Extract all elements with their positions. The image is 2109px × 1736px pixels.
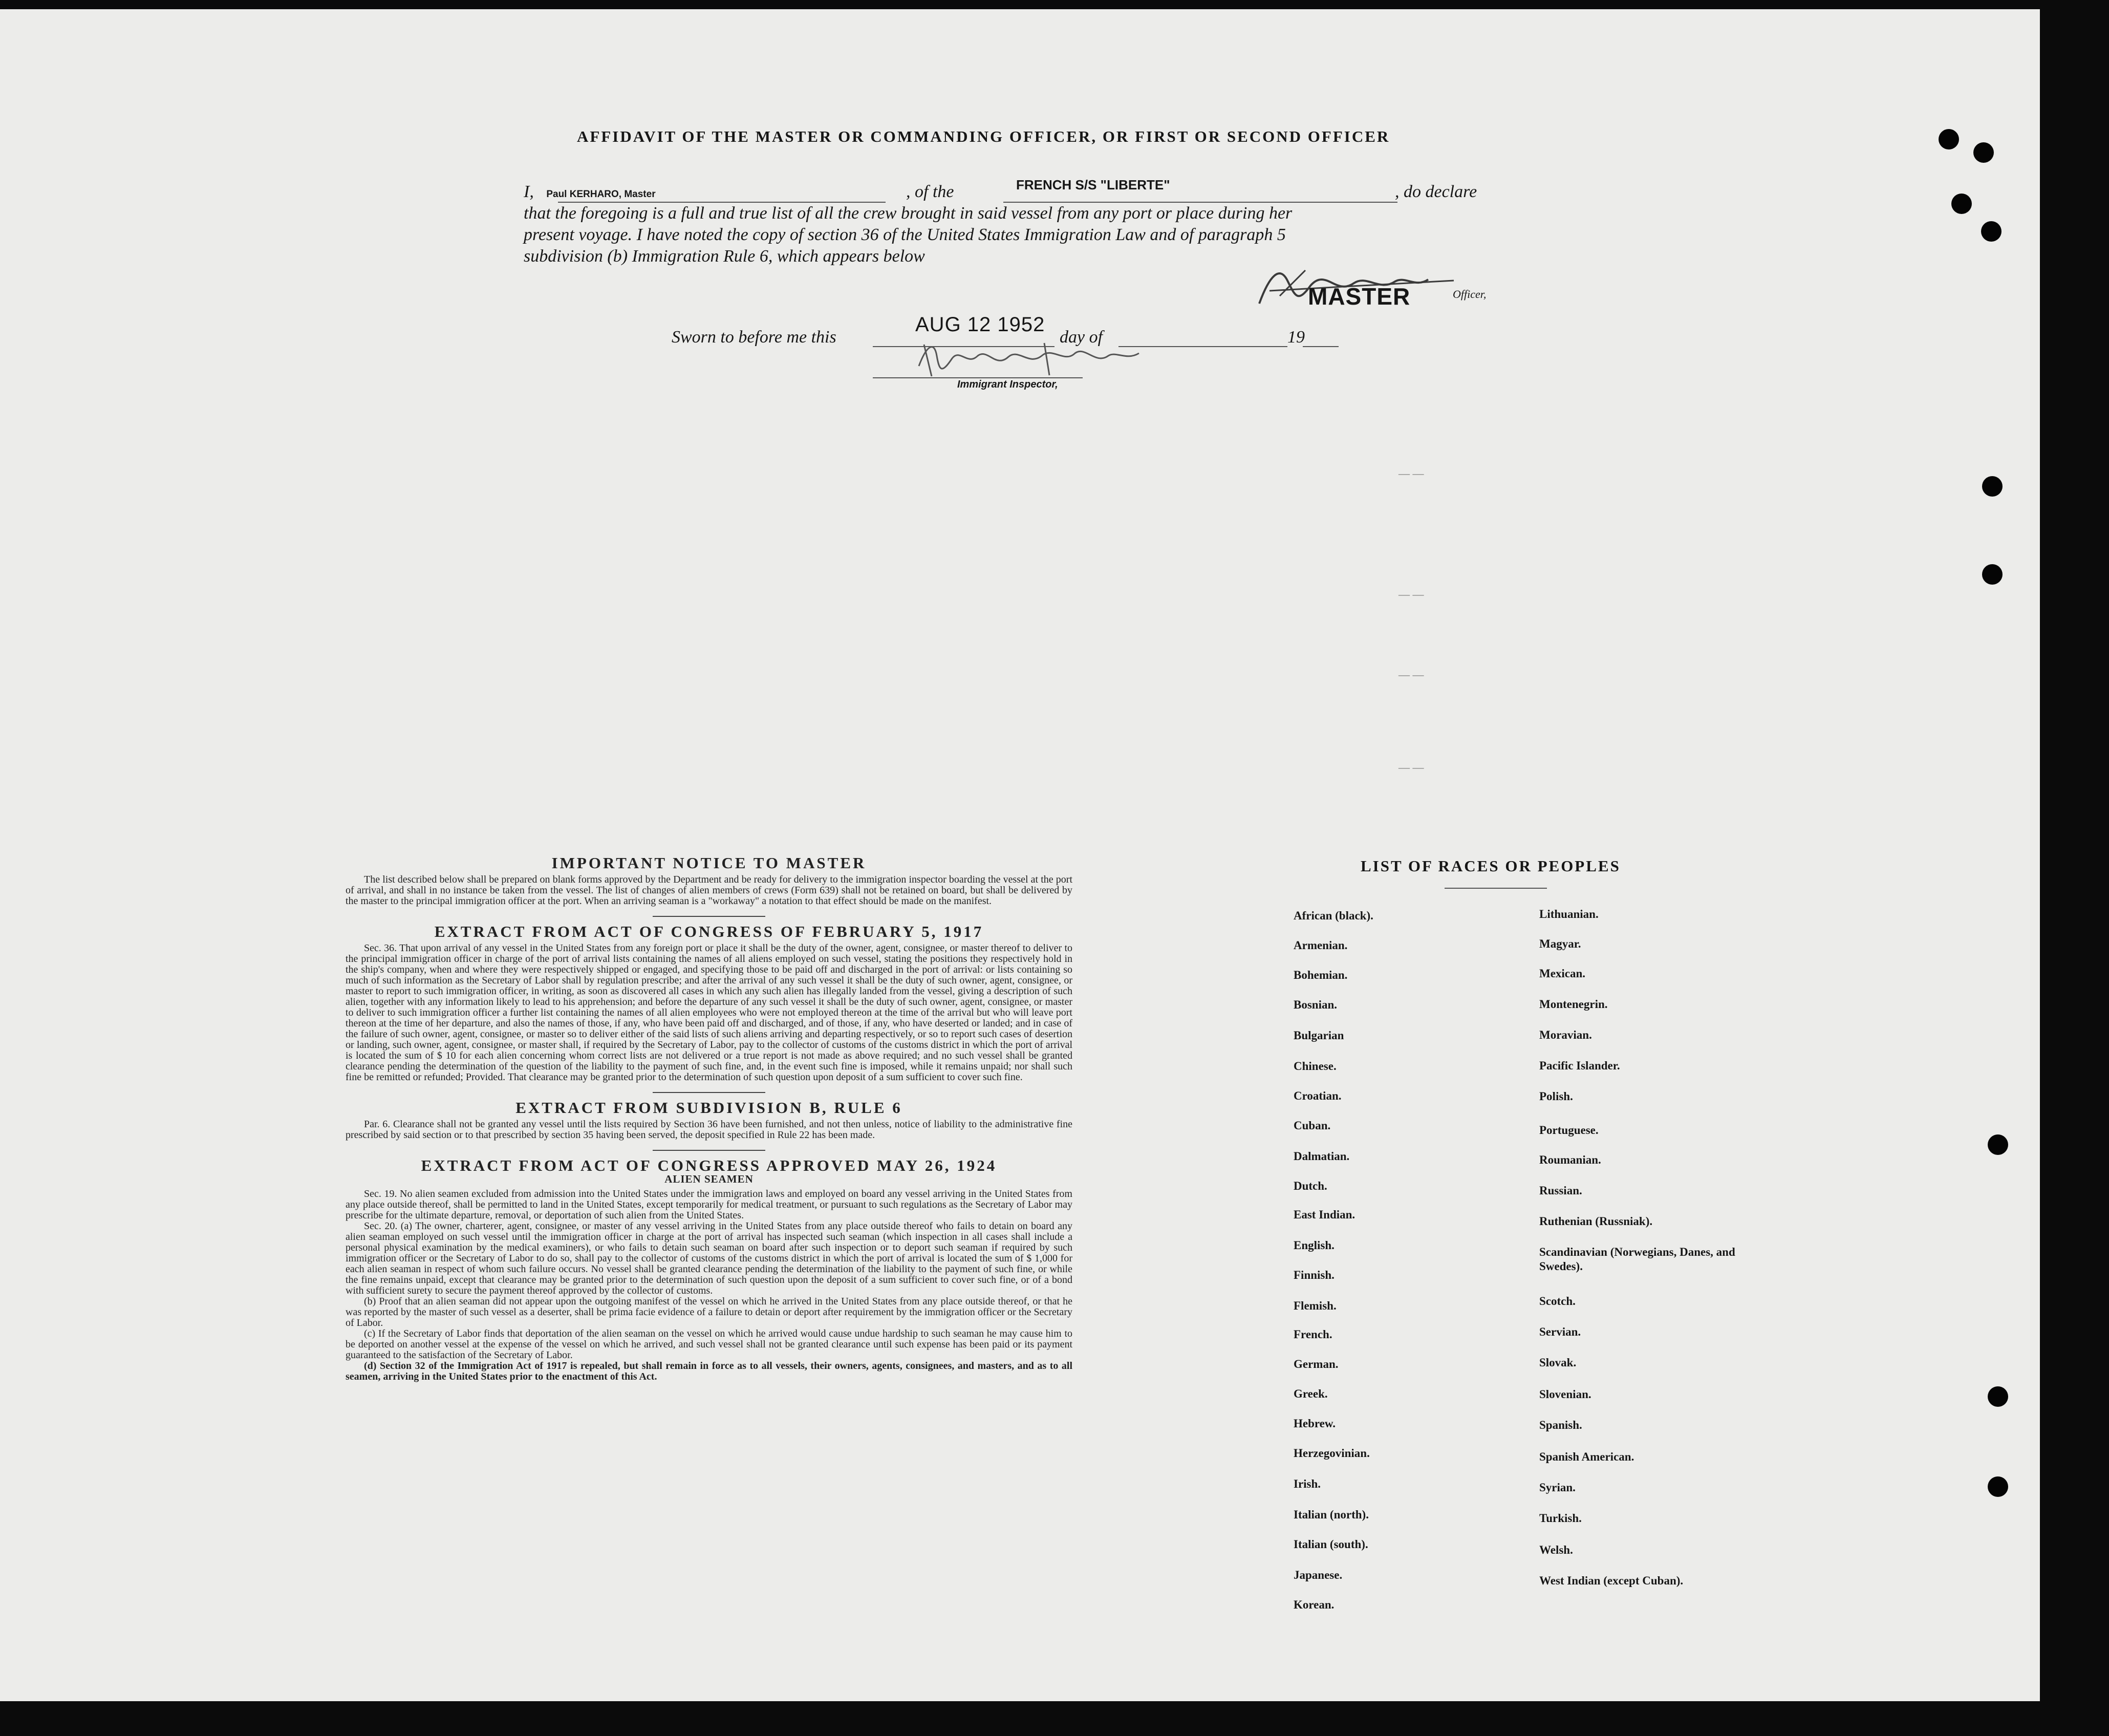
day-of: day of — [1060, 328, 1103, 347]
faint-mark: — — — [1398, 668, 1424, 681]
punch-hole — [1981, 221, 2002, 242]
race-item: Bosnian. — [1294, 998, 1338, 1011]
declaration-of-the: , of the — [906, 182, 954, 201]
race-item: Ruthenian (Russniak). — [1539, 1215, 1653, 1228]
race-item: French. — [1294, 1328, 1332, 1341]
extract3-subtitle: ALIEN SEAMEN — [664, 1173, 754, 1185]
master-stamp: MASTER — [1308, 283, 1411, 310]
race-item: Cuban. — [1294, 1119, 1331, 1132]
race-item: Spanish American. — [1539, 1450, 1634, 1463]
race-item: Chinese. — [1294, 1060, 1337, 1073]
notice-section — [346, 854, 1072, 1382]
race-item: Lithuanian. — [1539, 908, 1599, 920]
race-item: Dutch. — [1294, 1180, 1327, 1192]
declaration-line-1 — [524, 182, 656, 202]
officer-label: Officer, — [1453, 288, 1487, 301]
declaration-line-4: subdivision (b) Immigration Rule 6, which appears below — [524, 247, 925, 266]
declaration-suffix: , do declare — [1395, 182, 1477, 201]
punch-hole — [1982, 564, 2003, 585]
race-item: Slovenian. — [1539, 1388, 1591, 1401]
extract2-body: Par. 6. Clearance shall not be granted any vessel until the lists required by Section 36 have been furnished, and not then unless, notice of liability to the administrative fine prescribed by said section or to that prescribed by section 35 having been served, the deposit specified in Rule 22 has been made. — [346, 1119, 1072, 1141]
race-item: Portuguese. — [1539, 1124, 1599, 1137]
extract2-title: EXTRACT FROM SUBDIVISION B, RULE 6 — [515, 1099, 902, 1117]
sec20a: Sec. 20. (a) The owner, charterer, agent, consignee, or master of any vessel arriving in the United States from any place outside thereof who fails to detain on board any alien seaman employed on such vessel until the immigration officer in charge at the port of arrival has inspected such seaman (which inspection in all cases shall include a personal physical examination by the medical examiners), or who fails to detain such seaman on board after such inspection or to deport such seaman if required by such immigration officer or the Secretary of Labor to do so, shall pay to the collector of customs of the customs district in which the port of arrival is located the sum of $ 1,000 for each alien seaman in respect of whom such failure occurs. No vessel shall be granted clearance pending the determination of the liability to the payment of such fine, or while the fine remains unpaid, except that clearance may be granted prior to the determination of such question upon the deposit of a sum sufficient to cover such fine, or of a bond with sufficient surety to secure the payment thereof approved by the collector of customs. — [346, 1220, 1072, 1296]
race-item: Dalmatian. — [1294, 1150, 1350, 1163]
sworn-prefix: Sworn to before me this — [672, 328, 836, 347]
race-item: Herzegovinian. — [1294, 1447, 1370, 1460]
punch-hole — [1988, 1134, 2008, 1155]
race-item: Spanish. — [1539, 1419, 1582, 1431]
master-name: Paul KERHARO, Master — [546, 189, 656, 200]
race-item: Magyar. — [1539, 937, 1581, 950]
race-item: Scandinavian (Norwegians, Danes, and Swedes). — [1539, 1246, 1735, 1273]
race-item: Slovak. — [1539, 1356, 1577, 1369]
race-item: Hebrew. — [1294, 1417, 1336, 1430]
race-item: Bulgarian — [1294, 1029, 1344, 1042]
faint-mark: — — — [1398, 588, 1424, 601]
race-item: West Indian (except Cuban). — [1539, 1574, 1684, 1587]
punch-hole — [1951, 194, 1972, 214]
inspector-label: Immigrant Inspector, — [957, 379, 1058, 390]
race-item: Italian (north). — [1294, 1508, 1369, 1521]
declaration-line-2: that the foregoing is a full and true list of all the crew brought in said vessel from any port or place during her — [524, 204, 1293, 223]
divider — [653, 1150, 765, 1151]
race-item: Mexican. — [1539, 967, 1586, 980]
race-item: Greek. — [1294, 1387, 1328, 1400]
extract1-title: EXTRACT FROM ACT OF CONGRESS OF FEBRUARY 5, 1917 — [434, 923, 984, 940]
race-item: Montenegrin. — [1539, 998, 1608, 1011]
race-item: Finnish. — [1294, 1269, 1335, 1281]
race-item: Bohemian. — [1294, 969, 1348, 981]
divider — [653, 916, 765, 917]
date-stamp: AUG 12 1952 — [915, 313, 1045, 336]
vessel-line — [1003, 202, 1397, 203]
signature-line — [558, 202, 886, 203]
sec20b: (b) Proof that an alien seaman did not appear upon the outgoing manifest of the vessel on which he arrived in the United States from any place outside thereof, or that he was reported by the master of such vessel as a deserter, shall be prima facie evidence of a failure to detain or deport after requirement by the immigration officer or the Secretary of Labor. — [346, 1296, 1072, 1328]
notice-title: IMPORTANT NOTICE TO MASTER — [551, 854, 867, 872]
race-item: Syrian. — [1539, 1481, 1576, 1494]
divider — [653, 1092, 765, 1093]
punch-hole — [1988, 1476, 2008, 1497]
sec20d: (d) Section 32 of the Immigration Act of 1917 is repealed, but shall remain in force as to all vessels, their owners, agents, consignees, and masters, and as to all seamen, arriving in the United States prior to the enactment of this Act. — [346, 1360, 1072, 1382]
extract3-title: EXTRACT FROM ACT OF CONGRESS APPROVED MAY 26, 1924 — [421, 1156, 997, 1174]
races-title: LIST OF RACES OR PEOPLES — [1361, 857, 1621, 875]
faint-mark: — — — [1398, 467, 1424, 480]
race-item: Roumanian. — [1539, 1153, 1601, 1166]
year-prefix: 19 — [1287, 328, 1305, 347]
race-item: African (black). — [1294, 909, 1373, 922]
race-item: Armenian. — [1294, 939, 1348, 952]
inspector-signature — [911, 335, 1157, 381]
race-item: Scotch. — [1539, 1295, 1576, 1308]
race-item: Croatian. — [1294, 1089, 1342, 1102]
document-page — [0, 9, 2040, 1701]
punch-hole — [1939, 129, 1959, 149]
race-item: Servian. — [1539, 1325, 1581, 1338]
declaration-prefix: I, — [524, 182, 534, 201]
affidavit-title: AFFIDAVIT OF THE MASTER OR COMMANDING OFFICER, OR FIRST OR SECOND OFFICER — [577, 127, 1390, 145]
race-item: Moravian. — [1539, 1028, 1592, 1041]
race-item: Japanese. — [1294, 1569, 1343, 1581]
race-item: German. — [1294, 1358, 1339, 1370]
declaration-line-3: present voyage. I have noted the copy of section 36 of the United States Immigration Law and of paragraph 5 — [524, 225, 1286, 244]
race-item: English. — [1294, 1239, 1335, 1252]
race-item: Flemish. — [1294, 1299, 1337, 1312]
faint-mark: — — — [1398, 761, 1424, 774]
extract1-body: Sec. 36. That upon arrival of any vessel in the United States from any foreign port or place it shall be the duty of the owner, agent, consignee, or master thereof to deliver to the principal immigration officer in charge of the port of arrival lists containing the names of all aliens employed on such vessel, stating the positions they respectively hold in the ship's company, when and where they were respectively shipped or engaged, and specifying those to be paid off and discharged in the port of arrival: or lists containing so much of such information as the Secretary of Labor shall by regulation prescribe; and after the arrival of any such vessel it shall be the duty of such owner, agent, consignee, or master to report to such immigration officer, in writing, as soon as discovered all cases in which any such alien has illegally landed from the vessel, giving a description of such alien, together with any information likely to lead to his apprehension; and before the departure of any such vessel it shall be the duty of such owner, agent, consignee, or master to deliver to such immigration officer a further list containing the names of all alien employees who were not employed thereon at the time of the arrival but who will leave port thereon at the time of her departure, and also the names of those, if any, who have been paid off and discharged, and of those, if any, who have deserted or landed; and in case of the failure of such owner, agent, consignee, or master so to deliver either of the said lists of such aliens arriving and departing respectively, or so to report such cases of desertion or landing, such owner, agent, consignee, or master shall, if required by the Secretary of Labor, pay to the collector of customs of the customs district in which the port of arrival is located the sum of $ 10 for each alien concerning whom correct lists are not delivered or a true report is not made as above required; and no such vessel shall be granted clearance pending the determination of the question of the liability to the payment of such fine, and, in the event such fine is imposed, while it remains unpaid; nor shall such fine be remitted or refunded; Provided. That clearance may be granted prior to the determination of such question upon deposit of a sum sufficient to cover such fine. — [346, 942, 1072, 1083]
race-item: Italian (south). — [1294, 1538, 1368, 1551]
year-line — [1303, 346, 1339, 347]
race-item: Irish. — [1294, 1477, 1321, 1490]
race-item: Pacific Islander. — [1539, 1059, 1620, 1072]
race-item: Korean. — [1294, 1598, 1335, 1611]
race-item: Russian. — [1539, 1184, 1582, 1197]
vessel-name: FRENCH S/S "LIBERTE" — [1016, 177, 1170, 192]
sec19: Sec. 19. No alien seamen excluded from admission into the United States under the immigration laws and employed on board any vessel arriving in the United States from any place outside thereof, shall be permitted to land in the United States, except temporarily for medical treatment, or pursuant to such regulations as the Secretary of Labor may prescribe for the ultimate departure, removal, or deportation of such alien from the United States. — [346, 1188, 1072, 1221]
punch-hole — [1982, 476, 2003, 497]
sec20c: (c) If the Secretary of Labor finds that deportation of the alien seaman on the vessel on which he arrived would cause undue hardship to such seaman he may cause him to be deported on another vessel at the expense of the vessel on which he arrived, and such vessel shall not be granted clearance until such expense has been paid or its payment guaranteed to the satisfaction of the Secretary of Labor. — [346, 1328, 1072, 1361]
race-item: East Indian. — [1294, 1208, 1355, 1221]
race-item: Polish. — [1539, 1090, 1573, 1103]
punch-hole — [1988, 1386, 2008, 1407]
race-item: Welsh. — [1539, 1544, 1573, 1556]
notice-body: The list described below shall be prepared on blank forms approved by the Department and be ready for delivery to the immigration inspector boarding the vessel at the port of arrival, and shall in no instance be taken from the vessel. The list of changes of alien members of crews (Form 639) shall not be retained on board, but shall be delivered by the master to the principal immigration officer at the port. When an arriving seaman is a "workaway" a notation to that effect should be made on the manifest. — [346, 874, 1072, 907]
punch-hole — [1973, 142, 1994, 163]
race-item: Turkish. — [1539, 1512, 1582, 1525]
races-title-underline — [1445, 888, 1547, 889]
inspector-line — [873, 377, 1083, 378]
